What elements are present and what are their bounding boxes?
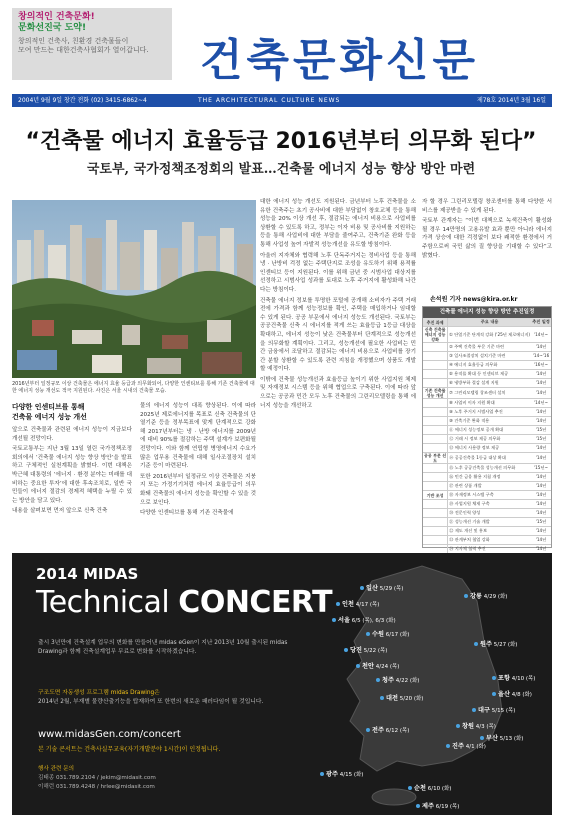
paragraph: 다양한 인센티브를 통해 기존 건축물에	[140, 510, 234, 517]
city-name: 수원	[372, 631, 384, 638]
concert-city	[422, 801, 459, 810]
city-date: 4/8 (화)	[511, 692, 532, 698]
city-marker-icon	[492, 692, 496, 696]
table-cell-year: '14년	[531, 491, 551, 500]
table-cell-category	[423, 408, 448, 417]
table-cell-year: '14년	[531, 527, 551, 536]
table-title: 건축물 에너지 성능 향상 방안 추진일정	[423, 307, 551, 318]
city-name: 전주	[372, 727, 384, 734]
city-marker-icon	[446, 744, 450, 748]
table-cell-category	[423, 399, 448, 408]
concert-city	[372, 725, 409, 734]
founding-contact: 2004년 9월 9일 창간 전화 (02) 3415-6862~4	[18, 97, 147, 104]
concert-city	[366, 583, 403, 592]
table-cell-item: ㉑ 성능개선 기술 개발	[448, 518, 531, 527]
city-date: 5/15 (목)	[491, 708, 516, 714]
promo-line-3: 창의적인 건축사, 친환경 건축물들이	[18, 37, 129, 45]
concert-city	[338, 615, 396, 624]
table-header: 추진 일정	[531, 318, 551, 327]
article-subheadline: 국토부, 국가정책조정회의 발표…건축물 에너지 성능 향상 방안 마련	[86, 162, 476, 177]
table-cell-item: ⑭ 공공건축물 1등급 대상 확대	[448, 453, 531, 464]
article-headline: “건축물 에너지 효율등급 2016년부터 의무화 된다”	[25, 129, 537, 154]
city-date: 4/24 (목)	[375, 664, 400, 670]
city-name: 부산	[486, 735, 498, 742]
table-cell-item: ⑨ 노후 주거지 시범사업 추진	[448, 408, 531, 417]
table-row	[423, 379, 551, 388]
city-date: 4/15 (화)	[339, 772, 364, 778]
table-cell-year: '14년	[531, 509, 551, 518]
midas-advertisement	[12, 553, 552, 815]
section-title-line-2: 건축물 에너지 성능 개선	[12, 413, 87, 421]
table-cell-category	[423, 527, 448, 536]
city-date: 5/29 (목)	[379, 586, 404, 592]
city-date: 6/12 (목)	[385, 728, 410, 734]
paragraph: 국토부 관계자는 “이번 대책으로 녹색건축이 활성화 될 경우 14만명의 고용유발 효과 뿐만 아니라 에너지가격 상승에 대한 걱정없이 보다 쾌적한 환경에서 거주함으로써 국민 삶의 질 향상을 기대할 수 있다”고 밝혔다.	[422, 218, 552, 259]
table-cell-item: ⑥ 냉방부하 절감 설계 지원	[448, 379, 531, 388]
table-cell-item: ⑦ 그린리모델링 창조센터 설치	[448, 388, 531, 399]
city-name: 광주	[326, 771, 338, 778]
city-name: 청주	[382, 677, 394, 684]
table-cell-category	[423, 518, 448, 527]
table-cell-year: '14년~	[531, 327, 551, 343]
city-name: 일산	[366, 585, 378, 592]
city-name: 진주	[452, 743, 464, 750]
city-name: 제주	[422, 803, 434, 810]
city-date: 4/1 (화)	[465, 744, 486, 750]
photo-caption: 2016년부터 일정규모 이상 건축물은 에너지 효율 등급과 의무화되어, 다양한 인센티브를 통해 기존 건축물에 대한 에너지 성능 개선도 적극 지원된다. 사진은 서울 시내의 건축물 모습.	[12, 381, 255, 394]
table-row	[423, 408, 551, 417]
table-cell-category	[423, 352, 448, 361]
table-cell-item: ⑮ 노후 공공건축물 성능개선 의무화	[448, 464, 531, 473]
city-marker-icon	[320, 772, 324, 776]
promo-line-4: 모여 만드는 대한건축사협회가 열어갑니다.	[18, 46, 149, 54]
ad-contact-line: 김태종 031.789.2104 / jekim@midasit.com	[38, 775, 156, 781]
ad-description-2-head: 구조도면 자동생성 프로그램 midas Drawing은	[38, 690, 160, 696]
concert-city	[342, 599, 379, 608]
table-cell-year: '14년	[531, 388, 551, 399]
table-cell-year: '14년	[531, 536, 551, 545]
city-date: 6/10 (화)	[427, 786, 452, 792]
ad-title-bold: CONCERT	[178, 585, 333, 620]
masthead-info-bar	[12, 94, 552, 107]
ad-contact	[38, 765, 156, 792]
table-cell-category: 공공 부문 선도	[424, 453, 447, 463]
table-cell-category	[423, 370, 448, 379]
table-cell-category	[423, 464, 448, 473]
table-row	[423, 473, 551, 482]
table-cell-item: ② 주택 건축물 부문 기준 마련	[448, 343, 531, 352]
article-column-3	[260, 198, 416, 550]
city-name: 포항	[498, 675, 510, 682]
table-cell-year: '14년~	[531, 399, 551, 408]
table-row	[423, 435, 551, 444]
ad-url-link[interactable]: www.midasGen.com/concert	[38, 729, 181, 740]
concert-city	[326, 769, 363, 778]
table-row	[423, 426, 551, 435]
city-name: 순천	[414, 785, 426, 792]
table-row	[423, 343, 551, 352]
table-cell-item: ⑩ 건축기준 완화 적용	[448, 417, 531, 426]
table-row	[423, 491, 551, 500]
ad-description-2	[38, 689, 298, 707]
promo-line-2: 문화선진국 도약!	[18, 23, 87, 33]
city-marker-icon	[356, 664, 360, 668]
table-cell-category	[423, 426, 448, 435]
table-cell-category	[423, 379, 448, 388]
section-title-line-1: 다양한 인센티브를 통해	[12, 403, 85, 411]
table-header: 추진 과제	[423, 318, 448, 327]
table-cell-year: '14년	[531, 444, 551, 453]
city-name: 서울	[338, 617, 350, 624]
city-marker-icon	[480, 736, 484, 740]
ad-title-light: Technical	[36, 585, 179, 620]
concert-city	[480, 639, 517, 648]
city-name: 대구	[478, 707, 490, 714]
table-row	[423, 444, 551, 453]
city-marker-icon	[336, 602, 340, 606]
concert-city	[386, 693, 423, 702]
table-row	[423, 352, 551, 361]
city-marker-icon	[416, 804, 420, 808]
article-column-1	[12, 402, 132, 550]
table-cell-category: 신축 건축물 에너지 성능 강화	[423, 327, 448, 343]
korea-concert-map	[302, 561, 546, 811]
table-cell-item: ④ 에너지 효율등급 의무화	[448, 361, 531, 370]
concert-city	[478, 705, 515, 714]
city-name: 강릉	[470, 593, 482, 600]
table-cell-item: ㉔ 지자체 협력 추진	[448, 545, 531, 554]
table-cell-year: '15년~	[531, 464, 551, 473]
table-cell-item: ㉓ 관계부처 협업 강화	[448, 536, 531, 545]
city-date: 4/17 (목)	[355, 602, 380, 608]
table-row	[423, 361, 551, 370]
table-cell-item: ① 단열기준 단계적 강화 ('25년 제로에너지)	[448, 327, 531, 343]
city-name: 대전	[386, 695, 398, 702]
table-cell-year: '15년	[531, 518, 551, 527]
concert-city	[470, 591, 507, 600]
paragraph: 또한 2016년부터 일정규모 이상 건축물은 지붕지 또는 가정기기처럼 에너지 효율등급이 의무화돼 건축물의 에너지 성능을 확인할 수 있을 것으로 보인다.	[140, 473, 256, 506]
city-marker-icon	[380, 696, 384, 700]
concert-city	[372, 629, 409, 638]
paragraph: 대한 에너지 성능 개선도 지원된다. 금년부터 노후 건축물을 소유한 건축주는 초기 공사비에 대한 부담없이 창호교체 등을 통해 성능을 20% 이상 개선 후, 절감되는 에너지 비용으로 사업비를 상환할 수 있도록 하고, 정부는 이자 비용 및 공사비를 지원하는 등을 통해 사업비에 대한 부담을 줄여주고, 건축기준 완화 등을 통해 사업성 높여 자발적 성능개선을 유도할 방침이다.	[260, 199, 416, 248]
table-cell-year: '14년	[531, 379, 551, 388]
table-cell-year: '14년	[531, 417, 551, 426]
table-cell-item: ⑰ 관련 상품 개발	[448, 482, 531, 491]
city-date: 5/27 (화)	[493, 642, 518, 648]
concert-city	[382, 675, 419, 684]
city-date: 5/20 (화)	[399, 696, 424, 702]
ad-note: 본 기술 콘서트는 건축사실무교육(자기개발분야 1시간)이 인정됩니다.	[38, 746, 221, 753]
section-title	[12, 402, 132, 422]
paragraph: 물의 에너지 성능이 대폭 향상된다. 이에 따라 2025년 제로에너지를 목표로 신축 건축물의 단열기준 등을 정부목표에 맞게 단계적으로 강화해 2017년부터는 냉 · 난방 에너지를 2009년에 대비 90%를 절감하는 주택 설계가 보편화될 전망이다. 이와 함께 연립형 병영에너지 수요가 많은 업무용 건축물에 대해 일사조절장치 설치 기준 등이 마련된다.	[140, 403, 256, 470]
table-cell-item: ⑫ 거래 시 정보 제공 의무화	[448, 435, 531, 444]
table-header: 주요 내용	[448, 318, 531, 327]
table-cell-year: '14년	[531, 545, 551, 554]
city-date: 6/17 (화)	[385, 632, 410, 638]
ad-title	[36, 585, 332, 620]
table-cell-year: '14~'16	[531, 352, 551, 361]
table-cell-item: ⑲ 사업지원 체제 구축	[448, 500, 531, 509]
table-row	[423, 388, 551, 399]
city-date: 4/22 (화)	[395, 678, 420, 684]
table-cell-year: '14년	[531, 408, 551, 417]
city-name: 울산	[498, 691, 510, 698]
promo-box	[12, 8, 172, 80]
paragraph: 이밖에 건축물 성능개선과 효율등급 높이기 위한 사업지원 체제 및 자재정보 시스템 등을 위해 협업으로 구축된다. 이에 따라 앞으로는 공공과 민간 모두 노후 건축물의 그린리모델링을 통해 에너지 성능을 개선하고	[260, 376, 416, 409]
concert-city	[486, 733, 523, 742]
table-cell-year: '14년	[531, 482, 551, 491]
paragraph: 건축물 에너지 정보를 투명한 포털에 공개해 소비자가 주택 거래 전에 가격과 함께 성능정보를 확인, 주택을 매입하거나 임대할 수 있게 된다. 공공 부문에서 에너지 성능도 개선된다. 국토부는 공공건축물 신축 시 에너지를 적게 쓰는 효율등급 1등급 대상을 확대하고, 에너지 성능이 낮은 건축물부터 단계적으로 성능개선을 의무화할 계획이다. 그리고, 성능개선에 필요한 사업비는 민간 금융에서 조달하고 절감되는 에너지 비용으로 사업비를 장기간 분할 상환할 수 있도록 관련 지침을 개정했으며 상품도 개발할 예정이다.	[260, 297, 416, 373]
city-date: 6/5 (목), 6/3 (화)	[351, 618, 396, 624]
table-cell-item: ㉒ 제도 개선 및 홍보	[448, 527, 531, 536]
table-row	[423, 370, 551, 379]
paragraph: 아울러 지자체와 협력해 노후 단독주거지는 정비사업 등을 통해 냉 · 난방비 걱정 없는 주택단지로 조성을 유도하기 위해 용적률 인센티브 등이 지원된다. 이를 위해 금년 중 시범사업 대상지를 선정하고 시범사업 성과를 토대로 노후 주거지에 활성화해 나간다는 방침이다.	[260, 252, 416, 293]
table-cell-item: ⑧ 사업비 이자 지원 확대	[448, 399, 531, 408]
city-marker-icon	[472, 708, 476, 712]
city-photo-illustration	[12, 200, 256, 378]
paragraph: 내용을 살펴보면 먼저 앞으로 신축 건축	[12, 508, 108, 515]
table-cell-item: ⑳ 전문인력 양성	[448, 509, 531, 518]
city-marker-icon	[344, 648, 348, 652]
article-column-2	[140, 402, 256, 550]
city-marker-icon	[366, 728, 370, 732]
table-cell-year: '16년~	[531, 361, 551, 370]
ad-contact-heading: 행사 관련 문의	[38, 766, 74, 772]
city-date: 5/22 (목)	[363, 648, 388, 654]
table-cell-item: ⑤ 용적률 확대 등 인센티브 제공	[448, 370, 531, 379]
city-name: 천안	[362, 663, 374, 670]
table-row	[423, 527, 551, 536]
city-marker-icon	[360, 586, 364, 590]
city-marker-icon	[492, 676, 496, 680]
table-cell-category	[423, 536, 448, 545]
schedule-table-grid	[423, 318, 551, 563]
concert-city	[452, 741, 486, 750]
table-cell-category	[423, 500, 448, 509]
city-date: 5/13 (화)	[499, 736, 524, 742]
city-name: 창원	[462, 723, 474, 730]
table-row	[423, 518, 551, 527]
table-cell-category	[423, 509, 448, 518]
concert-city	[362, 661, 399, 670]
article-photo	[12, 200, 256, 378]
concert-city	[498, 689, 532, 698]
promo-line-1: 창의적인 건축문화!	[18, 12, 95, 22]
table-cell-item: ⑪ 에너지 성능정보 공개 확대	[448, 426, 531, 435]
table-cell-category	[423, 473, 448, 482]
ad-description-1: 출시 3년만에 건축설계 업무의 변화를 만들어낸 midas eGen이 지난 2013년 10월 출시된 midas Drawing과 함께 건축설계업무 무료로 변화를 시작하겠습니다.	[38, 640, 288, 655]
table-cell-category: 기반 조성	[423, 491, 448, 500]
concert-city	[498, 673, 535, 682]
city-name: 인천	[342, 601, 354, 608]
city-date: 6/19 (목)	[435, 804, 460, 810]
ad-contact-line: 이해런 031.789.4248 / hrlee@midasit.com	[38, 784, 155, 790]
schedule-table	[422, 306, 552, 551]
city-marker-icon	[456, 724, 460, 728]
table-cell-item: ⑯ 민간 금융 활용 지침 개정	[448, 473, 531, 482]
city-marker-icon	[408, 786, 412, 790]
city-name: 당진	[350, 647, 362, 654]
table-cell-year: '14년	[531, 500, 551, 509]
city-marker-icon	[366, 632, 370, 636]
ad-description-2-body: 2014년 2월, 부재별 물량산출기능을 탑재하여 또 한번의 새로운 패러다임이 될 것입니다.	[38, 699, 264, 705]
table-row	[423, 482, 551, 491]
table-row	[423, 464, 551, 473]
reporter-byline: 손석원 기자 news@kira.or.kr	[430, 296, 518, 303]
concert-city	[350, 645, 387, 654]
table-row	[423, 500, 551, 509]
table-cell-year: '15년	[531, 435, 551, 444]
issue-date: 제78호 2014년 3월 16일	[476, 97, 546, 104]
table-row	[423, 399, 551, 408]
table-header-row	[423, 318, 551, 327]
paragraph: 국토교통부는 지난 3월 13일 열린 국가정책조정회의에서 ‘건축물 에너지 성능 향상 방안’을 발표하고 구체적인 실천계획을 밝혔다. 이번 대책은 박근혜 대통령의 ‘에너지 · 환경 분야는 미래를 대비하는 중요한 투자’에 대한 후속조치로, 일반 국민들이 에너지 절감의 경제적 혜택을 누릴 수 있는 방안을 담고 있다.	[12, 446, 132, 504]
city-marker-icon	[376, 678, 380, 682]
city-date: 4/10 (목)	[511, 676, 536, 682]
table-cell-category	[423, 482, 448, 491]
table-row	[423, 417, 551, 426]
table-row	[423, 536, 551, 545]
table-cell-item: ⑬ 에너지 사용량 정보 제공	[448, 444, 531, 453]
concert-city	[414, 783, 451, 792]
article-column-4	[422, 198, 552, 290]
city-marker-icon	[332, 618, 336, 622]
table-row	[423, 453, 551, 464]
table-cell-year: '14년	[531, 473, 551, 482]
table-row	[423, 509, 551, 518]
table-row	[423, 327, 551, 343]
table-cell-item: ③ 일사조절장치 설치기준 마련	[448, 352, 531, 361]
table-cell-category	[423, 417, 448, 426]
english-title: THE ARCHITECTURAL CULTURE NEWS	[198, 97, 341, 104]
table-cell-category	[423, 444, 448, 453]
masthead	[0, 0, 562, 92]
table-cell-year: '14년	[531, 343, 551, 352]
city-marker-icon	[464, 594, 468, 598]
concert-city	[462, 721, 496, 730]
table-cell-category	[423, 343, 448, 352]
city-date: 4/29 (화)	[483, 594, 508, 600]
table-cell-year: '14년	[531, 370, 551, 379]
city-date: 4/3 (목)	[475, 724, 496, 730]
table-cell-category: 기존 건축물 성능 개선	[423, 388, 448, 399]
city-name: 원주	[480, 641, 492, 648]
ad-year-line: 2014 MIDAS	[36, 565, 139, 583]
newspaper-logo: 건축문화신문	[200, 35, 480, 86]
paragraph: 앞으로 건축물과 관련된 에너지 성능이 지금보다 개선될 전망이다.	[12, 427, 132, 442]
table-cell-item: ⑱ 자재정보 시스템 구축	[448, 491, 531, 500]
table-cell-category	[423, 435, 448, 444]
table-cell-year: '15년	[531, 426, 551, 435]
table-cell-category	[423, 361, 448, 370]
city-marker-icon	[474, 642, 478, 646]
table-cell-year: '14년	[531, 453, 551, 464]
paragraph: 자 할 경우 그린리모델링 창조센터를 통해 다양한 서비스를 제공받을 수 있게 된다.	[422, 199, 552, 214]
